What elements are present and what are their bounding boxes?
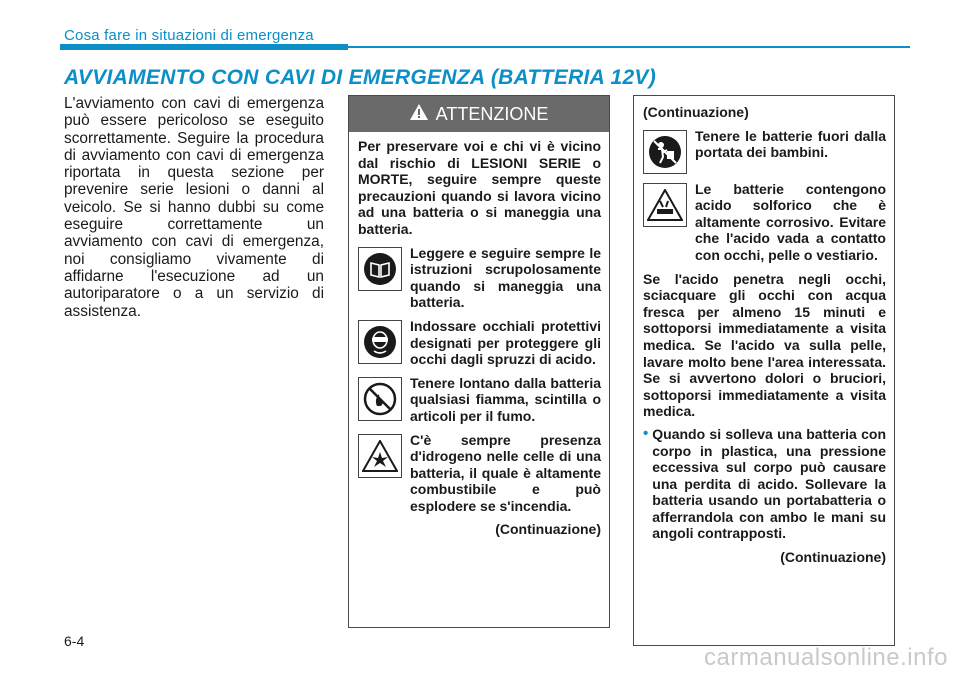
explosion-warning-icon xyxy=(358,434,402,478)
list-item xyxy=(643,426,886,542)
page-title: AVVIAMENTO CON CAVI DI EMERGENZA (BATTERIA 12V) xyxy=(64,66,657,89)
keep-away-children-icon xyxy=(643,130,687,174)
continuation-label: (Continuazione) xyxy=(495,521,601,538)
safety-goggles-icon xyxy=(358,320,402,364)
page-number: 6-4 xyxy=(64,633,85,649)
bullet-dot: • xyxy=(643,424,649,442)
warning-item xyxy=(643,181,886,264)
warning-item-text: Tenere le batterie fuori dalla portata dei bambini. xyxy=(695,127,886,161)
manual-book-icon xyxy=(358,247,402,291)
section-title: Cosa fare in situazioni di emergenza xyxy=(64,27,314,44)
continuation-label: (Continuazione) xyxy=(780,549,886,566)
warning-item xyxy=(358,432,601,515)
watermark: carmanualsonline.info xyxy=(704,644,948,671)
acid-instructions: Se l'acido penetra negli occhi, sciacquare gli occhi con acqua fresca per almeno 15 minuti e sottoporsi immediatamente a visita medica. Se l'acido va sulla pelle, lavare molto bene l'area interessata. Se si avvertono dolori o bruciori, sottoporsi immediatamente a visita medica. xyxy=(643,270,886,420)
warning-header xyxy=(349,96,609,132)
warning-item xyxy=(643,128,886,174)
header-accent-bar xyxy=(60,44,348,50)
warning-item xyxy=(358,375,601,425)
warning-item-text: Indossare occhiali protettivi designati per proteggere gli occhi dagli spruzzi di acido. xyxy=(410,317,601,368)
warning-item-text: Le batterie contengono acido solforico che è altamente corrosivo. Evitare che l'acido vada a contatto con occhi, pelle o vestiario. xyxy=(695,180,886,263)
continuation-box xyxy=(633,95,895,646)
warning-item-text: Leggere e seguire sempre le istruzioni scrupolosamente quando si maneggia una batteria. xyxy=(410,244,601,311)
warning-item xyxy=(358,318,601,368)
bullet-text: Quando si solleva una batteria con corpo in plastica, una pressione eccessiva sul corpo può causare una perdita di acido. Sollevare la batteria usando un portabatteria o afferrandola con ambo le mani su angoli contrapposti. xyxy=(652,425,886,542)
warning-intro: Per preservare voi e chi vi è vicino dal rischio di LESIONI SERIE o MORTE, seguire sempre queste precauzioni quando si lavora vicino ad una batteria o si maneggia una batteria. xyxy=(358,138,601,237)
no-flame-icon xyxy=(358,377,402,421)
warning-item-text: Tenere lontano dalla batteria qualsiasi fiamma, scintilla o articoli per il fumo. xyxy=(410,374,601,424)
warning-item xyxy=(358,245,601,311)
warning-item-text: C'è sempre presenza d'idrogeno nelle celle di una batteria, il quale è altamente combustibile e può esplodere se s'incendia. xyxy=(410,431,601,514)
continuation-heading: (Continuazione) xyxy=(643,104,749,120)
warning-heading: ATTENZIONE xyxy=(435,103,549,124)
corrosive-warning-icon xyxy=(643,183,687,227)
intro-paragraph: L'avviamento con cavi di emergenza può essere pericoloso se eseguito scorrettamente. Seguire la procedura di avviamento con cavi di emergenza riportata in questa sezione per prevenire serie lesioni o danni al veicolo. Se si hanno dubbi su come eseguire correttamente un avviamento con cavi di emergenza, noi consigliamo vivamente di affidarne l'esecuzione ad un autoriparatore o a un servizio di assistenza. xyxy=(64,95,324,320)
warning-box xyxy=(348,95,610,628)
warning-triangle-icon xyxy=(410,104,428,125)
